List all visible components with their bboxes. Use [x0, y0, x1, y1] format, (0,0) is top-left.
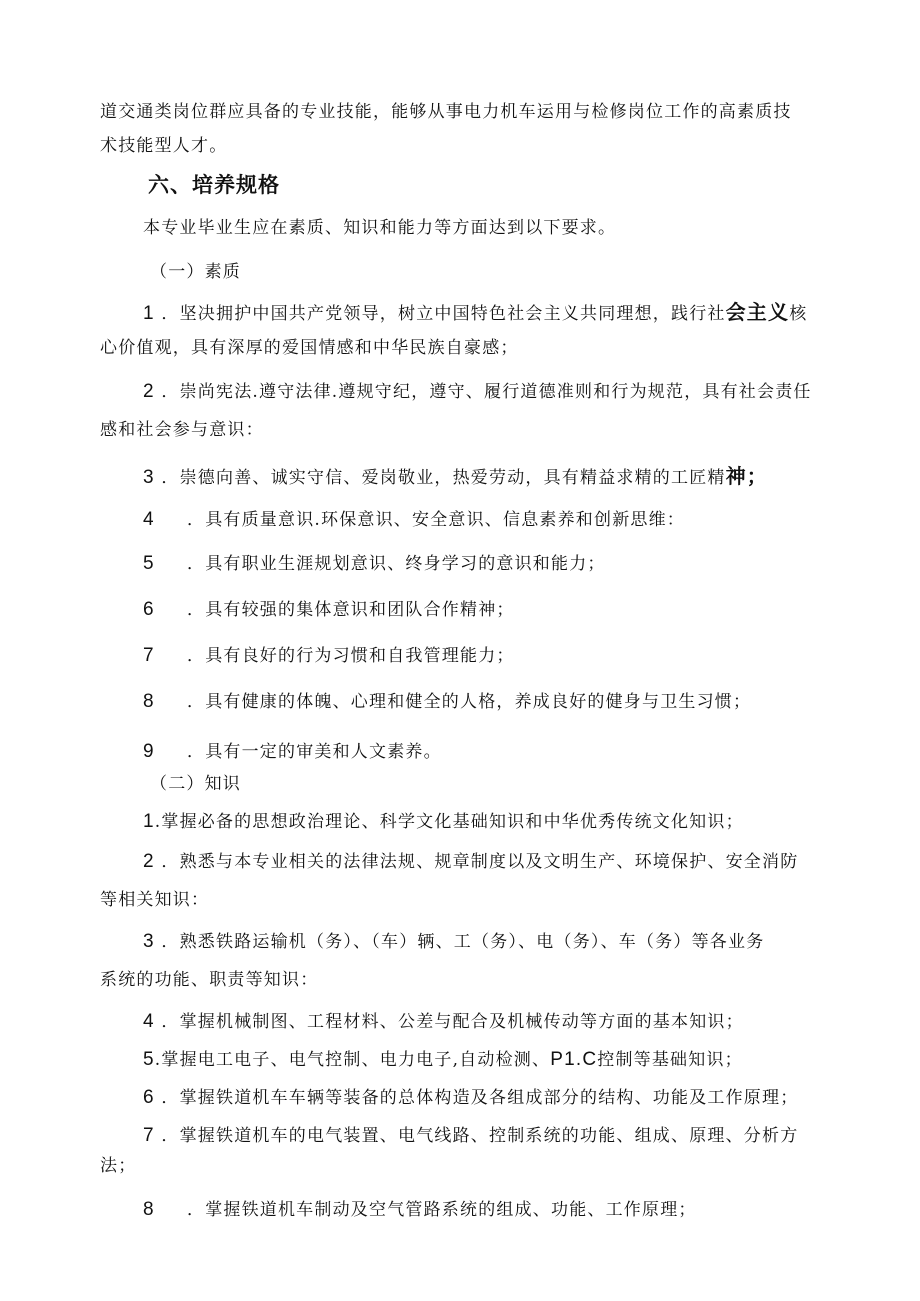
section-heading: 六、培养规格: [148, 173, 280, 197]
item-text: ．掌握铁道机车制动及空气管路系统的组成、功能、工作原理；: [187, 1200, 697, 1220]
item-text: ．崇德向善、诚实守信、爱岗敬业，热爱劳动，具有精益求精的工匠: [161, 468, 708, 488]
text-line: 道交通类岗位群应具备的专业技能，能够从事电力机车运用与检修岗位工作的高素质技: [100, 102, 792, 122]
item-number: 7: [143, 645, 155, 666]
knowledge-item-4: [143, 1010, 744, 1034]
quality-item-9: [143, 740, 442, 764]
subsection-heading-quality: （一）素质: [150, 262, 241, 282]
item-text: ．具有健康的体魄、心理和健全的人格，养成良好的健身与卫生习惯；: [187, 692, 752, 712]
item-text: .掌握电工电子、电气控制、电力电子,自动检测、: [154, 1050, 551, 1070]
item-number: 7: [143, 1125, 155, 1146]
subsection-heading-knowledge: （二）知识: [150, 774, 241, 794]
quality-item-5: [143, 552, 606, 576]
item-text: ．具有质量意识.环保意识、安全意识、信息素养和创新思维：: [187, 510, 686, 530]
item-number: 4: [143, 1011, 155, 1032]
item-text: ．具有良好的行为习惯和自我管理能力；: [187, 646, 515, 666]
item-number: 8: [143, 691, 155, 712]
item-text: ．掌握铁道机车车辆等装备的总体构造及各组成部分的结构、功能及工作原理；: [161, 1088, 799, 1108]
item-text: ．坚决拥护中国共产党领导，树立中国特色社会主义共同理想，践行社: [161, 304, 726, 324]
knowledge-item-3: [143, 930, 764, 954]
quality-item-2: [143, 380, 812, 404]
knowledge-item-3-cont: 系统的功能、职责等知识：: [100, 970, 319, 990]
quality-item-2-cont: 感和社会参与意识：: [100, 420, 264, 440]
quality-item-1-cont: 心价值观，具有深厚的爱国情感和中华民族自豪感；: [100, 338, 519, 358]
item-text-emphasis: 神；: [725, 464, 768, 488]
knowledge-item-6: [143, 1086, 798, 1110]
item-number: 1: [143, 811, 155, 832]
item-number: 5: [143, 1049, 155, 1070]
knowledge-item-8: [143, 1198, 697, 1222]
item-text: ．熟悉铁路运输机（务）、（车）辆、工（务）、电（务）、车（务）等各业务: [161, 932, 765, 952]
item-number: 6: [143, 1087, 155, 1108]
item-text: ．具有一定的审美和人文素养。: [187, 742, 442, 762]
item-number: 1: [143, 303, 155, 324]
quality-item-3: [143, 464, 768, 490]
quality-item-4: [143, 508, 685, 532]
knowledge-item-1: [143, 810, 744, 834]
item-number: 9: [143, 741, 155, 762]
item-text: ．具有职业生涯规划意识、终身学习的意识和能力；: [187, 554, 606, 574]
item-text-tail: 核: [789, 304, 808, 324]
item-text-pre: 精: [707, 468, 726, 488]
item-text: ．具有较强的集体意识和团队合作精神；: [187, 600, 515, 620]
text-line: 术技能型人才。: [100, 136, 228, 156]
knowledge-item-5: [143, 1048, 743, 1072]
quality-item-7: [143, 644, 515, 668]
item-text-tail: 控制等基础知识；: [597, 1050, 743, 1070]
item-number: 2: [143, 381, 155, 402]
item-text: ．崇尚宪法.遵守法律.遵规守纪，遵守、履行道德准则和行为规范，具有社会责任: [161, 382, 812, 402]
item-number: 2: [143, 851, 155, 872]
item-number: 4: [143, 509, 155, 530]
item-number: 3: [143, 931, 155, 952]
knowledge-item-2: [143, 850, 798, 874]
intro-paragraph: 本专业毕业生应在素质、知识和能力等方面达到以下要求。: [143, 218, 617, 238]
item-text: .掌握必备的思想政治理论、科学文化基础知识和中华优秀传统文化知识；: [154, 812, 744, 832]
item-number: 6: [143, 599, 155, 620]
knowledge-item-2-cont: 等相关知识：: [100, 890, 210, 910]
item-text-emphasis: 会主义: [725, 300, 790, 324]
knowledge-item-7: [143, 1124, 798, 1148]
item-number: 3: [143, 467, 155, 488]
quality-item-1: [143, 300, 807, 326]
knowledge-item-7-cont: 法；: [100, 1156, 137, 1176]
quality-item-6: [143, 598, 515, 622]
item-number: 5: [143, 553, 155, 574]
item-text: ．掌握铁道机车的电气装置、电气线路、控制系统的功能、组成、原理、分析方: [161, 1126, 799, 1146]
quality-item-8: [143, 690, 751, 714]
item-text-plc: P1.C: [550, 1049, 598, 1070]
item-text: ．掌握机械制图、工程材料、公差与配合及机械传动等方面的基本知识；: [161, 1012, 744, 1032]
item-number: 8: [143, 1199, 155, 1220]
item-text: ．熟悉与本专业相关的法律法规、规章制度以及文明生产、环境保护、安全消防: [161, 852, 799, 872]
